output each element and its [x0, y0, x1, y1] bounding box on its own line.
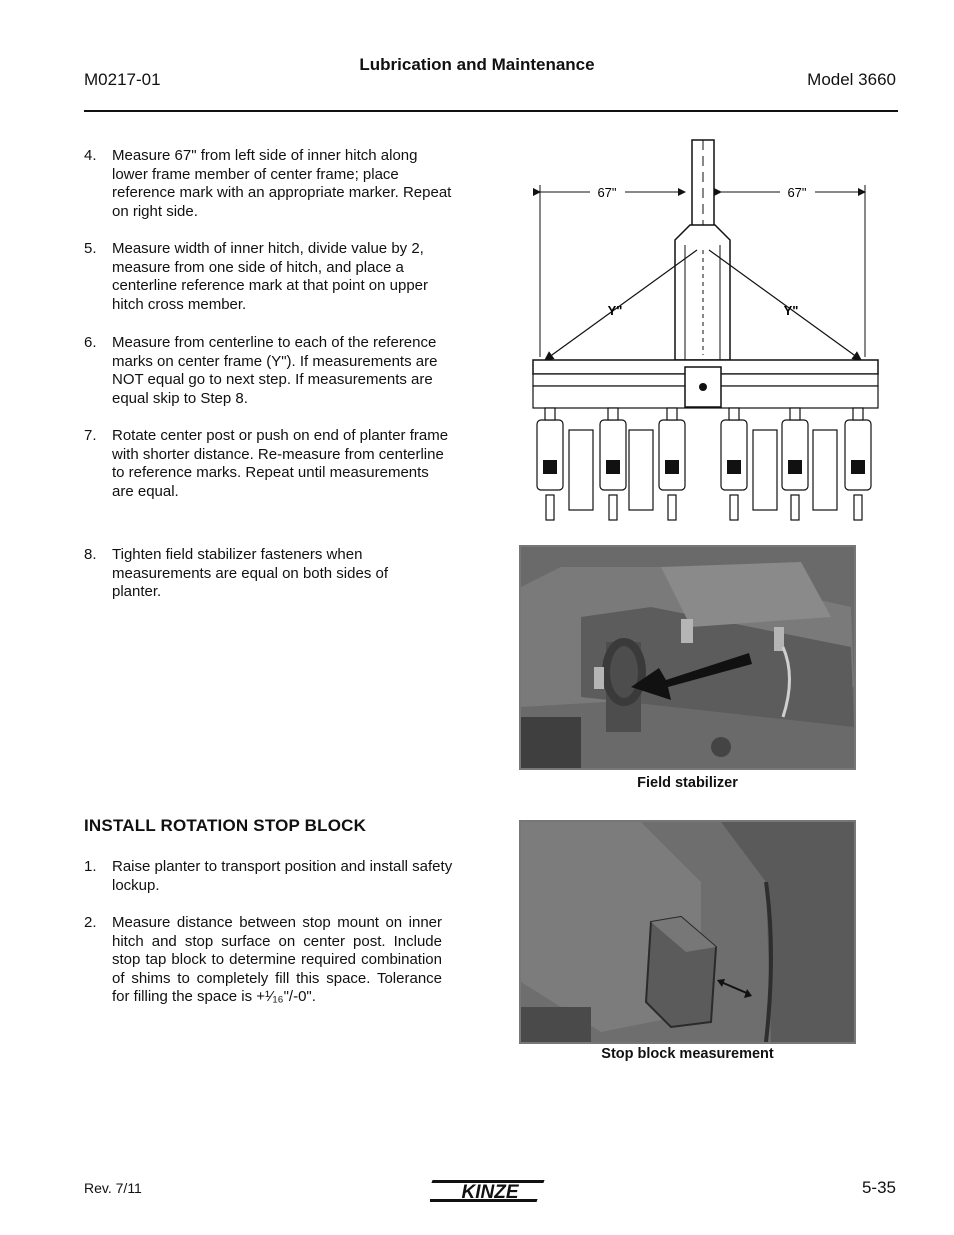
step-number: 4. — [84, 147, 97, 164]
step-4 — [84, 147, 454, 221]
section-title: INSTALL ROTATION STOP BLOCK — [84, 816, 367, 835]
step-text: Measure width of inner hitch, divide value by 2, measure from one side of hitch, and place a centerline reference mark at that point on upper hitch cross member. — [112, 240, 429, 313]
kinze-logo — [430, 1176, 550, 1206]
step-number: 8. — [84, 546, 97, 563]
model-name: Model 3660 — [807, 70, 896, 89]
step-text: Tighten field stabilizer fasteners when measurements are equal on both sides of planter. — [112, 546, 388, 601]
header-rule — [84, 110, 898, 112]
document-number: M0217-01 — [84, 70, 161, 89]
stop-block-caption: Stop block measurement — [601, 1046, 774, 1062]
field-stabilizer-photo — [519, 545, 856, 770]
step-number: 5. — [84, 240, 97, 257]
step-text: Rotate center post or push on end of planter frame with shorter distance. Re-measure from centerline to reference marks. Repeat until measurements are equal. — [112, 427, 449, 500]
page-number: 5-35 — [861, 1178, 896, 1197]
field-stabilizer-illustration — [521, 547, 854, 768]
step-text: Measure from centerline to each of the reference marks on center frame (Y"). If measurements are NOT equal go to next step. If measurements are equal skip to Step 8. — [112, 334, 438, 407]
field-stabilizer-caption: Field stabilizer — [637, 775, 738, 791]
step-7 — [84, 427, 454, 501]
step-number: 2. — [84, 914, 97, 931]
y-left-label: Y" — [607, 303, 623, 318]
step-text: Measure distance between stop mount on inner hitch and stop surface on center post. Include stop tap block to determine required combination of shims to completely fill this space. Tolerance for filling the space is +¹⁄₁₆"/-0". — [112, 914, 442, 1006]
dimension-left-label: 67" — [597, 185, 617, 200]
section-heading: Lubrication and Maintenance — [359, 55, 595, 74]
step-8 — [84, 546, 414, 602]
step-number: 7. — [84, 427, 97, 444]
planter-measurement-diagram — [525, 135, 885, 530]
logo-text: KINZE — [461, 1182, 519, 1203]
revision-label: Rev. 7/11 — [84, 1180, 142, 1196]
stop-block-illustration — [521, 822, 854, 1042]
section2-step-2 — [84, 914, 442, 1007]
step-text: Raise planter to transport position and install safety lockup. — [112, 858, 453, 894]
step-text: Measure 67" from left side of inner hitch along lower frame member of center frame; place reference mark with an appropriate marker. Repeat on right side. — [112, 147, 452, 220]
step-number: 1. — [84, 858, 97, 875]
section2-step-1 — [84, 858, 454, 895]
stop-block-photo — [519, 820, 856, 1044]
step-number: 6. — [84, 334, 97, 351]
y-right-label: Y" — [783, 303, 799, 318]
dimension-right-label: 67" — [787, 185, 807, 200]
step-6 — [84, 334, 454, 408]
step-5 — [84, 240, 454, 314]
